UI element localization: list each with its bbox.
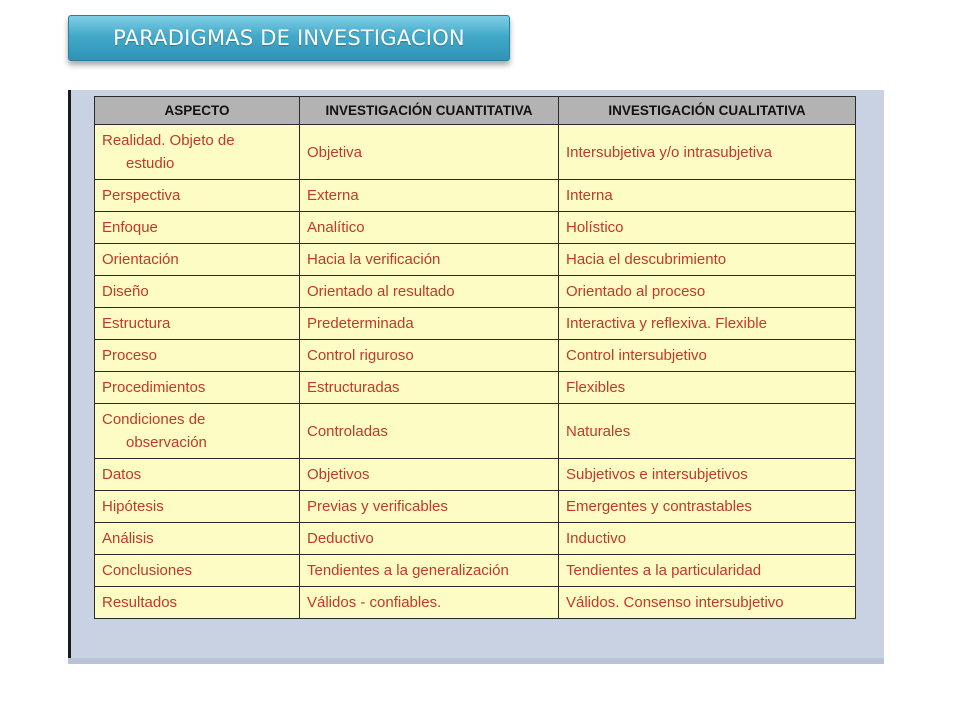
cualitativa-cell: Hacia el descubrimiento [559,244,856,276]
cuantitativa-cell: Estructuradas [300,372,559,404]
aspect-text-line2: observación [126,434,207,451]
cualitativa-cell: Interna [559,180,856,212]
aspect-cell [95,404,300,459]
slide-title: PARADIGMAS DE INVESTIGACION [113,26,465,50]
aspect-cell: Diseño [95,276,300,308]
cualitativa-cell: Inductivo [559,523,856,555]
table-row [95,244,856,276]
aspect-cell: Orientación [95,244,300,276]
cuantitativa-cell: Orientado al resultado [300,276,559,308]
cuantitativa-cell: Deductivo [300,523,559,555]
frame-bottom-strip [68,658,884,664]
cualitativa-cell: Intersubjetiva y/o intrasubjetiva [559,125,856,180]
table-row [95,372,856,404]
header-aspecto: ASPECTO [95,97,300,125]
cualitativa-cell: Tendientes a la particularidad [559,555,856,587]
aspect-cell: Conclusiones [95,555,300,587]
aspect-cell: Procedimientos [95,372,300,404]
table-row [95,404,856,459]
cuantitativa-cell: Tendientes a la generalización [300,555,559,587]
cuantitativa-cell: Predeterminada [300,308,559,340]
aspect-cell: Estructura [95,308,300,340]
cualitativa-cell: Válidos. Consenso intersubjetivo [559,587,856,619]
aspect-cell: Perspectiva [95,180,300,212]
table-row [95,555,856,587]
cualitativa-cell: Emergentes y contrastables [559,491,856,523]
cualitativa-cell: Interactiva y reflexiva. Flexible [559,308,856,340]
cuantitativa-cell: Objetiva [300,125,559,180]
aspect-text-line1: Condiciones de [102,411,206,428]
cuantitativa-cell: Analítico [300,212,559,244]
slide-title-banner [68,15,510,61]
cualitativa-cell: Orientado al proceso [559,276,856,308]
table-row [95,276,856,308]
header-cuantitativa: INVESTIGACIÓN CUANTITATIVA [300,97,559,125]
table-row [95,459,856,491]
cualitativa-cell: Control intersubjetivo [559,340,856,372]
cuantitativa-cell: Externa [300,180,559,212]
cuantitativa-cell: Previas y verificables [300,491,559,523]
aspect-text-line1: Realidad. Objeto de [102,132,235,149]
cualitativa-cell: Subjetivos e intersubjetivos [559,459,856,491]
table-row [95,340,856,372]
cuantitativa-cell: Hacia la verificación [300,244,559,276]
table-row [95,587,856,619]
cuantitativa-cell: Válidos - confiables. [300,587,559,619]
table-row [95,523,856,555]
table-header-row [95,97,856,125]
table-row [95,180,856,212]
header-cualitativa: INVESTIGACIÓN CUALITATIVA [559,97,856,125]
cualitativa-cell: Flexibles [559,372,856,404]
aspect-cell [95,125,300,180]
table-row [95,212,856,244]
paradigms-table [94,96,856,619]
aspect-cell: Proceso [95,340,300,372]
table-row [95,308,856,340]
aspect-cell: Enfoque [95,212,300,244]
aspect-text-line2: estudio [126,155,175,172]
aspect-cell: Hipótesis [95,491,300,523]
aspect-cell: Resultados [95,587,300,619]
cuantitativa-cell: Control riguroso [300,340,559,372]
aspect-cell: Datos [95,459,300,491]
aspect-cell: Análisis [95,523,300,555]
cuantitativa-cell: Objetivos [300,459,559,491]
table-row [95,125,856,180]
table-row [95,491,856,523]
cualitativa-cell: Naturales [559,404,856,459]
cualitativa-cell: Holístico [559,212,856,244]
cuantitativa-cell: Controladas [300,404,559,459]
